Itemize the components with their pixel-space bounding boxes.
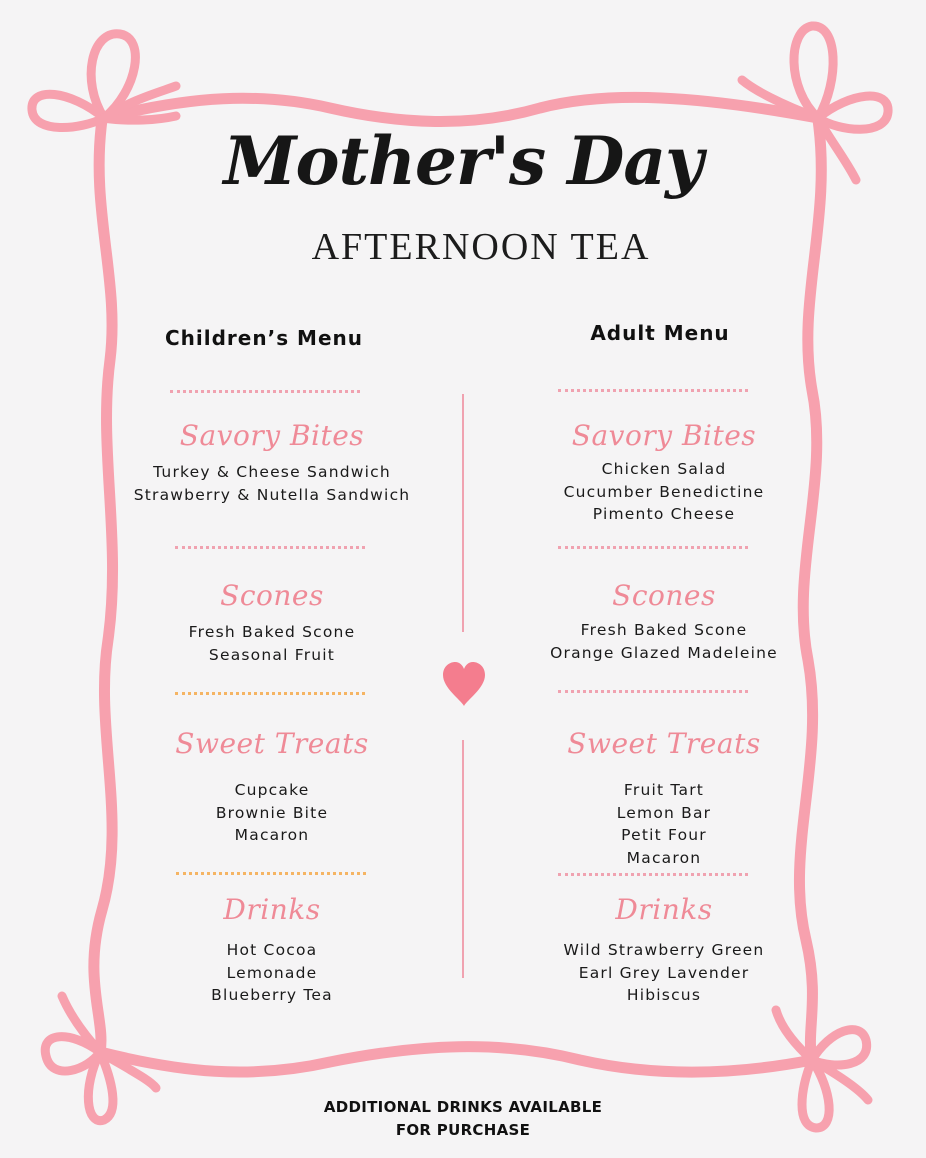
center-divider-top — [462, 394, 464, 632]
page-subtitle: AFTERNOON TEA — [311, 226, 651, 268]
footer-note — [0, 1096, 926, 1142]
adult-scones-title: Scones — [612, 579, 716, 612]
page-title: Mother's Day — [223, 122, 703, 200]
dotted-divider — [175, 546, 365, 549]
list-item: Pimento Cheese — [592, 505, 736, 523]
list-item: Cucumber Benedictine — [563, 482, 765, 501]
list-item: Macaron — [234, 826, 310, 844]
children-sweets-list — [92, 779, 452, 847]
list-item: Cupcake — [234, 781, 310, 799]
footer-line-1: ADDITIONAL DRINKS AVAILABLE — [323, 1098, 603, 1116]
list-item: Macaron — [626, 848, 702, 867]
dotted-divider — [175, 692, 365, 695]
list-item: Blueberry Tea — [211, 986, 333, 1004]
list-item: Hibiscus — [626, 986, 702, 1004]
children-sweets-title: Sweet Treats — [175, 727, 369, 760]
adult-savory-list — [484, 458, 844, 526]
children-scones-list — [92, 621, 452, 666]
adult-menu-heading: Adult Menu — [590, 321, 730, 345]
ribbon-bottom — [100, 1047, 812, 1072]
list-item: Turkey & Cheese Sandwich — [153, 463, 391, 481]
footer-line-2: FOR PURCHASE — [395, 1121, 531, 1139]
dotted-divider — [558, 546, 748, 549]
adult-scones-list — [484, 619, 844, 664]
children-savory-title: Savory Bites — [179, 419, 365, 452]
dotted-divider — [558, 389, 748, 392]
children-drinks-list — [92, 939, 452, 1007]
list-item: Seasonal Fruit — [208, 645, 336, 664]
dotted-divider — [558, 690, 748, 693]
ribbon-top — [105, 97, 818, 121]
children-menu-heading: Children’s Menu — [164, 326, 364, 350]
list-item: Orange Glazed Madeleine — [550, 643, 778, 662]
adult-drinks-title: Drinks — [615, 893, 713, 926]
heart-icon — [441, 660, 487, 708]
list-item: Hot Cocoa — [226, 941, 318, 959]
list-item: Wild Strawberry Green — [563, 941, 765, 959]
dotted-divider — [176, 872, 366, 875]
center-divider-bottom — [462, 740, 464, 978]
adult-drinks-list — [484, 939, 844, 1007]
children-scones-title: Scones — [220, 579, 324, 612]
list-item: Fruit Tart — [623, 781, 705, 799]
children-savory-list — [92, 461, 452, 506]
list-item: Fresh Baked Scone — [188, 623, 356, 641]
list-item: Earl Grey Lavender — [578, 963, 750, 982]
list-item: Petit Four — [621, 826, 707, 844]
children-drinks-title: Drinks — [223, 893, 321, 926]
dotted-divider — [558, 873, 748, 876]
list-item: Brownie Bite — [215, 803, 329, 822]
list-item: Chicken Salad — [601, 460, 727, 478]
list-item: Strawberry & Nutella Sandwich — [133, 485, 411, 504]
list-item: Fresh Baked Scone — [580, 621, 748, 639]
adult-sweets-title: Sweet Treats — [567, 727, 761, 760]
bow-icon — [32, 34, 176, 128]
adult-sweets-list — [484, 779, 844, 869]
adult-savory-title: Savory Bites — [571, 419, 757, 452]
dotted-divider — [170, 390, 360, 393]
list-item: Lemonade — [226, 963, 318, 982]
list-item: Lemon Bar — [616, 803, 712, 822]
